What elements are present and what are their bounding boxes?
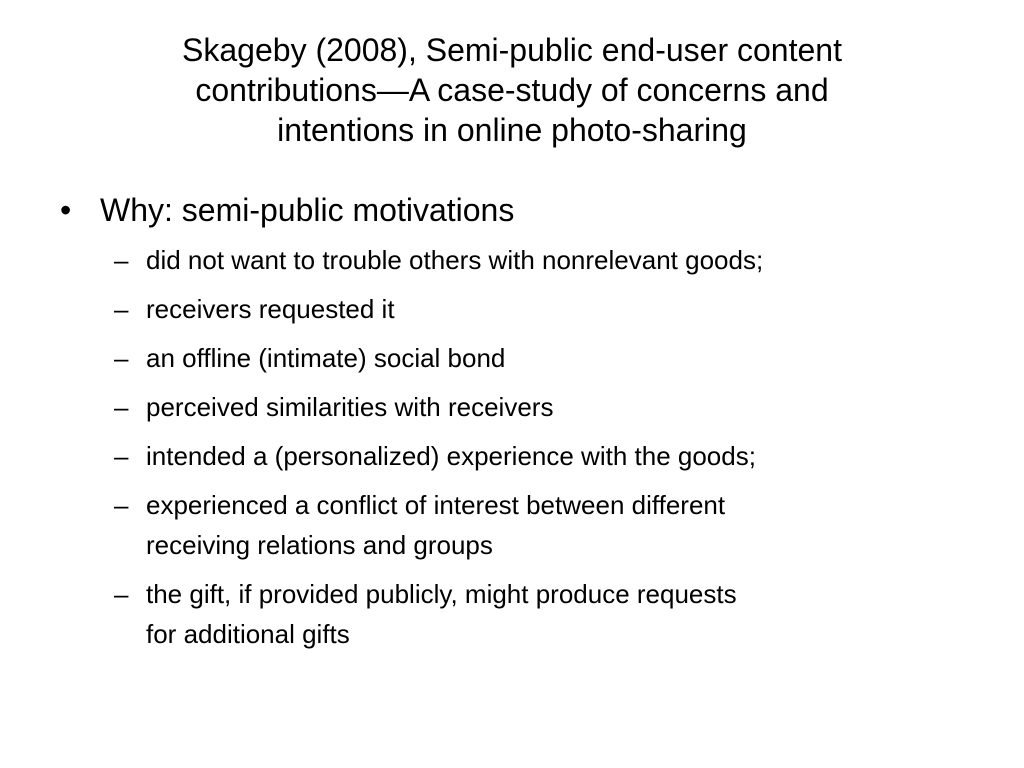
main-bullet-text: Why: semi-public motivations [100,192,515,228]
sub-bullet-line: receiving relations and groups [146,530,493,560]
title-line: contributions—A case-study of concerns and [195,72,829,108]
sub-bullet [114,485,990,565]
title-line: Skageby (2008), Semi-public end-user content [182,32,842,68]
sub-bullet [114,574,990,654]
sub-bullet [114,338,990,378]
sub-bullet-text [146,485,990,565]
dash-marker: – [114,392,129,422]
main-bullet [60,190,990,230]
sub-bullet-line: did not want to trouble others with nonrelevant goods; [146,245,764,275]
sub-bullet-line: the gift, if provided publicly, might produce requests [146,579,737,609]
title-line: intentions in online photo-sharing [277,112,747,148]
dash-marker: – [114,294,129,324]
sub-bullet-line: experienced a conflict of interest between different [146,490,726,520]
dash-marker: – [114,579,129,609]
dash-marker: – [114,245,129,275]
dash-marker: – [114,343,129,373]
sub-bullet [114,387,990,427]
sub-bullet [114,289,990,329]
sub-bullet-text [146,338,990,378]
sub-bullet-line: an offline (intimate) social bond [146,343,506,373]
sub-bullet-line: intended a (personalized) experience with the goods; [146,441,756,471]
sub-bullet-text [146,574,990,654]
bullet-marker: • [60,192,72,228]
sub-bullet [114,240,990,280]
sub-bullet [114,436,990,476]
sub-bullet-list [114,240,990,654]
sub-bullet-text [146,289,990,329]
dash-marker: – [114,490,129,520]
slide-title [40,30,984,150]
sub-bullet-line: perceived similarities with receivers [146,392,554,422]
sub-bullet-text [146,387,990,427]
slide-content [60,190,990,663]
sub-bullet-line: receivers requested it [146,294,395,324]
sub-bullet-text [146,240,990,280]
dash-marker: – [114,441,129,471]
sub-bullet-line: for additional gifts [146,619,350,649]
sub-bullet-text [146,436,990,476]
